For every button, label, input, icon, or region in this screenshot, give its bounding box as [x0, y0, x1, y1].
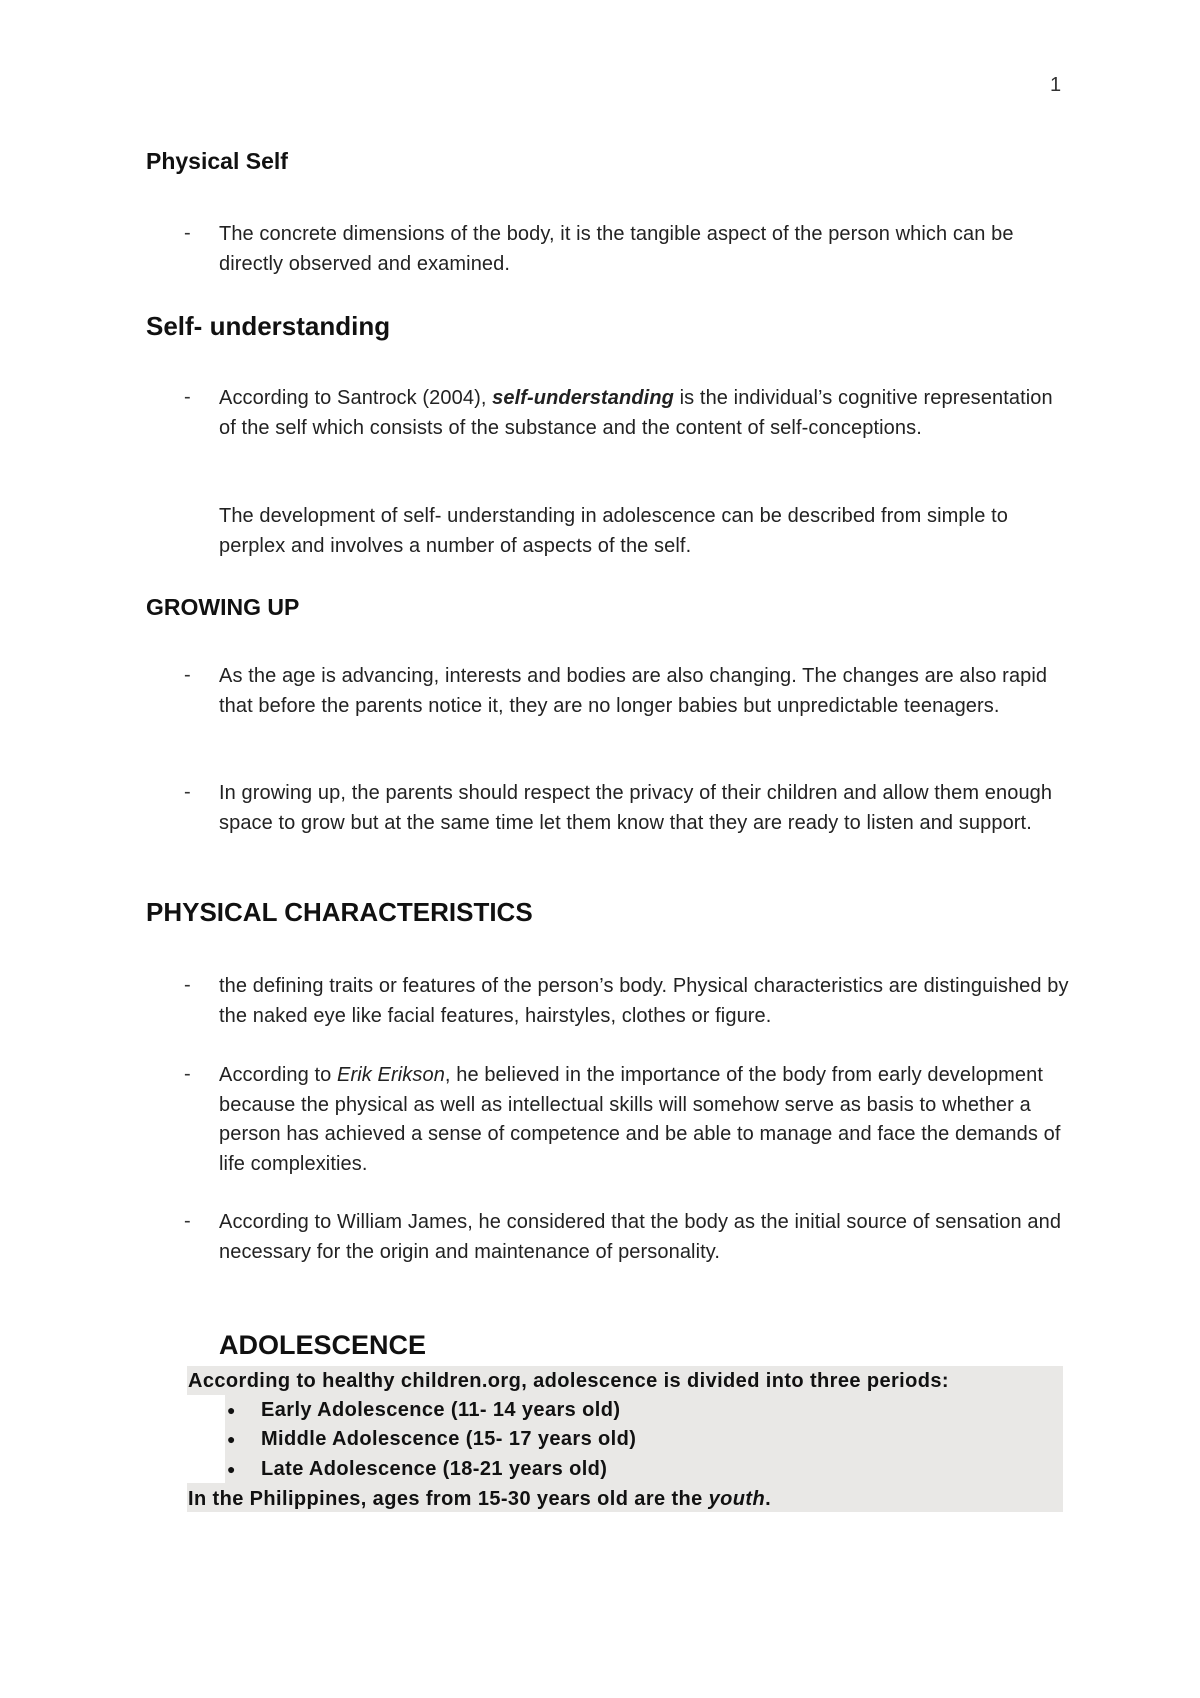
heading-growing-up: GROWING UP [146, 594, 300, 620]
adolescence-philippines-note [188, 1488, 771, 1511]
text-run: In the Philippines, ages from 15-30 years old are the [188, 1488, 709, 1510]
physical-characteristics-james: According to William James, he considered that the body as the initial source of sensation and necessary for the origin and maintenance of personality. [219, 1211, 1062, 1263]
list-item-early-adolescence: Early Adolescence (11- 14 years old) [261, 1399, 621, 1421]
text-run: . [765, 1488, 772, 1510]
page-number: 1 [1050, 74, 1062, 96]
bullet-icon: ● [227, 1431, 236, 1447]
dash-marker: - [184, 664, 191, 686]
growing-up-paragraph-2: In growing up, the parents should respect the privacy of their children and allow them enough space to grow but at the same time let them know that they are ready to listen and support. [219, 782, 1053, 834]
heading-adolescence: ADOLESCENCE [219, 1330, 427, 1360]
list-item-late-adolescence: Late Adolescence (18-21 years old) [261, 1458, 608, 1480]
heading-physical-characteristics: PHYSICAL CHARACTERISTICS [146, 897, 533, 927]
self-understanding-development: The development of self- understanding in adolescence can be described from simple to perplex and involves a number of aspects of the self. [219, 505, 1008, 557]
dash-marker: - [184, 974, 191, 996]
dash-marker: - [184, 222, 191, 244]
person-name: Erik Erikson [337, 1064, 445, 1086]
list-item-middle-adolescence: Middle Adolescence (15- 17 years old) [261, 1428, 637, 1450]
growing-up-paragraph-1: As the age is advancing, interests and bodies are also changing. The changes are also rapid that before the parents notice it, they are no longer babies but unpredictable teenagers. [219, 665, 1048, 717]
text-run: According to Santrock (2004), [219, 387, 493, 409]
physical-characteristics-erikson [219, 1061, 1069, 1179]
dash-marker: - [184, 386, 191, 408]
emphasis-youth: youth [708, 1488, 766, 1510]
adolescence-intro: According to healthy children.org, adolescence is divided into three periods: [188, 1370, 949, 1392]
text-run: , he believed in the importance of the body from early development because the physical as well as intellectual skills will somehow serve as basis to whether a person has achieved a sense of competence and be able to manage and face the demands of life complexities. [219, 1064, 1061, 1175]
text-run: is the individual’s cognitive representation of the self which consists of the substance and the content of self-conceptions. [219, 387, 1053, 439]
physical-characteristics-paragraph-1: the defining traits or features of the person’s body. Physical characteristics are distinguished by the naked eye like facial features, hairstyles, clothes or figure. [219, 975, 1069, 1027]
self-understanding-definition [219, 384, 1069, 443]
adolescence-highlight-box [187, 1366, 1063, 1512]
dash-marker: - [184, 1063, 191, 1085]
physical-self-definition: The concrete dimensions of the body, it is the tangible aspect of the person which can be directly observed and examined. [219, 223, 1014, 275]
bullet-icon: ● [227, 1461, 236, 1477]
list-indent-gap [187, 1395, 225, 1483]
dash-marker: - [184, 781, 191, 803]
heading-self-understanding: Self- understanding [146, 311, 391, 341]
heading-physical-self: Physical Self [146, 148, 288, 174]
bullet-icon: ● [227, 1402, 236, 1418]
dash-marker: - [184, 1210, 191, 1232]
key-term: self-understanding [492, 387, 674, 409]
text-run: According to [219, 1064, 338, 1086]
